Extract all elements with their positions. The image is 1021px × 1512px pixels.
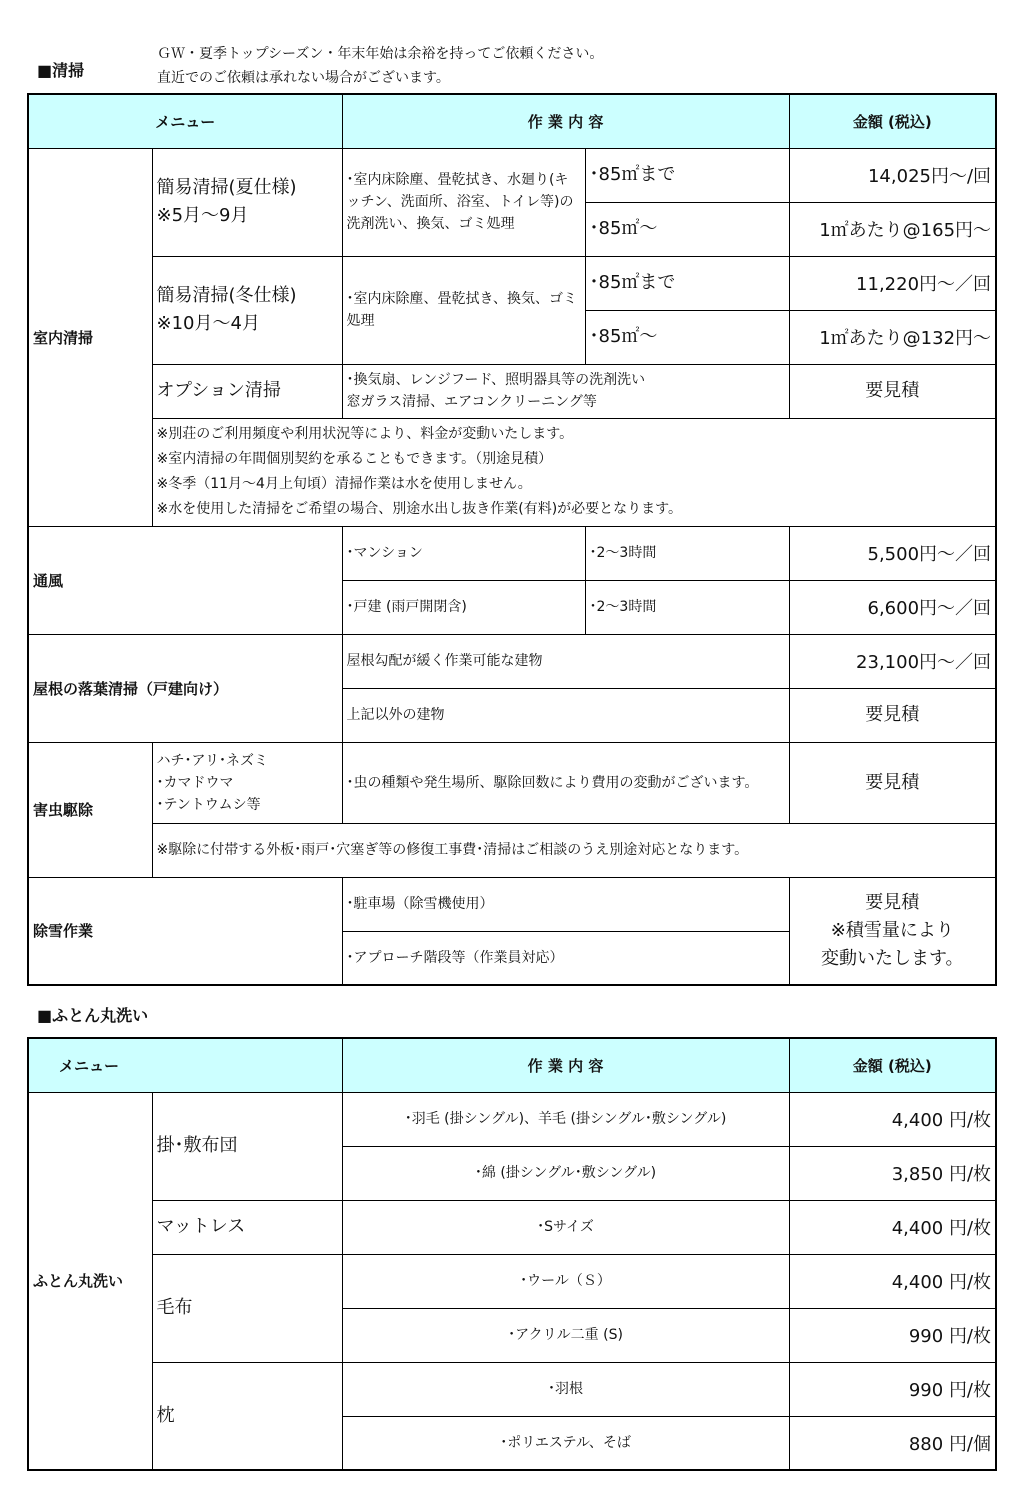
notice-line-2: 直近でのご依頼は承れない場合がございます。 <box>157 70 450 86</box>
futon-group-pillow: 枕 <box>152 1362 342 1470</box>
menu-summer-period: ※5月～9月 <box>156 205 249 226</box>
menu-summer-name: 簡易清掃(夏仕様) <box>156 177 297 198</box>
price-summer-1: 14,025円～/回 <box>789 148 996 202</box>
price-snow-line1: 要見積 <box>865 891 920 913</box>
futon-desc-5: ･アクリル二重 (S) <box>342 1308 789 1362</box>
futon-section-title: ■ふとん丸洗い <box>37 1006 149 1025</box>
menu-option: オプション清掃 <box>152 364 342 418</box>
tier-winter-2: ･85㎡～ <box>585 310 789 364</box>
futon-price-6: 990 円/枚 <box>789 1362 996 1416</box>
header-price: 金額 (税込) <box>789 94 996 148</box>
price-roof-1: 23,100円～／回 <box>789 634 996 688</box>
category-ventilation: 通風 <box>28 526 342 634</box>
menu-winter <box>152 256 342 364</box>
desc-winter: ･室内床除塵、畳乾拭き、換気、ゴミ処理 <box>342 256 585 364</box>
menu-pest-line1: ハチ･アリ･ネズミ <box>156 752 268 769</box>
menu-pest-line3: ･テントウムシ等 <box>156 796 261 813</box>
futon-desc-6: ･羽根 <box>342 1362 789 1416</box>
futon-price-2: 3,850 円/枚 <box>789 1146 996 1200</box>
price-pest: 要見積 <box>789 742 996 823</box>
note-pest: ※駆除に付帯する外板･雨戸･穴塞ぎ等の修復工事費･清掃はご相談のうえ別途対応となります。 <box>152 823 996 877</box>
futon-group-mattress: マットレス <box>152 1200 342 1254</box>
price-winter-2: 1㎡あたり@132円～ <box>789 310 996 364</box>
indoor-note-2: ※室内清掃の年間個別契約を承ることもできます。（別途見積） <box>156 451 553 467</box>
desc-summer: ･室内床除塵、畳乾拭き、水廻り(キッチン、洗面所、浴室、トイレ等)の洗剤洗い、換気、ゴミ処理 <box>342 148 585 256</box>
desc-ventilation-2: ･戸建 (雨戸開閉含) <box>342 580 585 634</box>
desc-option-line1: ･換気扇、レンジフード、照明器具等の洗剤洗い <box>346 372 646 388</box>
futon-header-price: 金額 (税込) <box>789 1038 996 1092</box>
futon-price-5: 990 円/枚 <box>789 1308 996 1362</box>
menu-winter-name: 簡易清掃(冬仕様) <box>156 285 297 306</box>
notice-line-1: ＧＷ・夏季トップシーズン・年末年始は余裕を持ってご依頼ください。 <box>157 46 604 62</box>
futon-group-bedding: 掛･敷布団 <box>152 1092 342 1200</box>
tier-winter-1: ･85㎡まで <box>585 256 789 310</box>
desc-roof-2: 上記以外の建物 <box>342 688 789 742</box>
category-futon: ふとん丸洗い <box>28 1092 152 1470</box>
price-snow-line3: 変動いたします。 <box>821 947 964 969</box>
menu-pest-line2: ･カマドウマ <box>156 774 234 791</box>
futon-desc-2: ･綿 (掛シングル･敷シングル) <box>342 1146 789 1200</box>
futon-desc-7: ･ポリエステル、そば <box>342 1416 789 1470</box>
desc-snow-1: ･駐車場（除雪機使用） <box>342 877 789 931</box>
futon-price-1: 4,400 円/枚 <box>789 1092 996 1146</box>
futon-price-3: 4,400 円/枚 <box>789 1200 996 1254</box>
cleaning-section-title: ■清掃 <box>37 61 85 80</box>
price-summer-2: 1㎡あたり@165円～ <box>789 202 996 256</box>
desc-ventilation-1: ･マンション <box>342 526 585 580</box>
header-menu: メニュー <box>28 94 342 148</box>
price-roof-2: 要見積 <box>789 688 996 742</box>
desc-option-line2: 窓ガラス清掃、エアコンクリーニング等 <box>346 394 597 410</box>
desc-pest: ･虫の種類や発生場所、駆除回数により費用の変動がございます。 <box>342 742 789 823</box>
desc-roof-1: 屋根勾配が緩く作業可能な建物 <box>342 634 789 688</box>
menu-winter-period: ※10月～4月 <box>156 313 260 334</box>
desc-option <box>342 364 789 418</box>
tier-summer-2: ･85㎡～ <box>585 202 789 256</box>
price-ventilation-1: 5,500円～／回 <box>789 526 996 580</box>
price-snow-line2: ※積雪量により <box>830 919 954 941</box>
futon-table <box>27 1037 997 1471</box>
futon-desc-4: ･ウール（Ｓ） <box>342 1254 789 1308</box>
futon-price-4: 4,400 円/枚 <box>789 1254 996 1308</box>
header-content: 作 業 内 容 <box>342 94 789 148</box>
futon-group-blanket: 毛布 <box>152 1254 342 1362</box>
futon-desc-1: ･羽毛 (掛シングル)、羊毛 (掛シングル･敷シングル) <box>342 1092 789 1146</box>
menu-pest <box>152 742 342 823</box>
indoor-note-3: ※冬季（11月～4月上旬頃）清掃作業は水を使用しません。 <box>156 476 532 492</box>
desc-snow-2: ･アプローチ階段等（作業員対応） <box>342 931 789 985</box>
price-option: 要見積 <box>789 364 996 418</box>
futon-price-7: 880 円/個 <box>789 1416 996 1470</box>
category-indoor: 室内清掃 <box>28 148 152 526</box>
price-snow <box>789 877 996 985</box>
tier-summer-1: ･85㎡まで <box>585 148 789 202</box>
indoor-note-1: ※別荘のご利用頻度や利用状況等により、料金が変動いたします。 <box>156 426 574 442</box>
indoor-notes <box>152 418 996 526</box>
price-winter-1: 11,220円～／回 <box>789 256 996 310</box>
indoor-note-4: ※水を使用した清掃をご希望の場合、別途水出し抜き作業(有料)が必要となります。 <box>156 501 683 517</box>
futon-header-content: 作 業 内 容 <box>342 1038 789 1092</box>
cleaning-table <box>27 93 997 986</box>
category-roof: 屋根の落葉清掃（戸建向け） <box>28 634 342 742</box>
time-ventilation-2: ･2～3時間 <box>585 580 789 634</box>
menu-summer <box>152 148 342 256</box>
category-snow: 除雪作業 <box>28 877 342 985</box>
futon-header-menu: メニュー <box>28 1038 342 1092</box>
futon-desc-3: ･Sサイズ <box>342 1200 789 1254</box>
price-ventilation-2: 6,600円～／回 <box>789 580 996 634</box>
time-ventilation-1: ･2～3時間 <box>585 526 789 580</box>
category-pest: 害虫駆除 <box>28 742 152 877</box>
